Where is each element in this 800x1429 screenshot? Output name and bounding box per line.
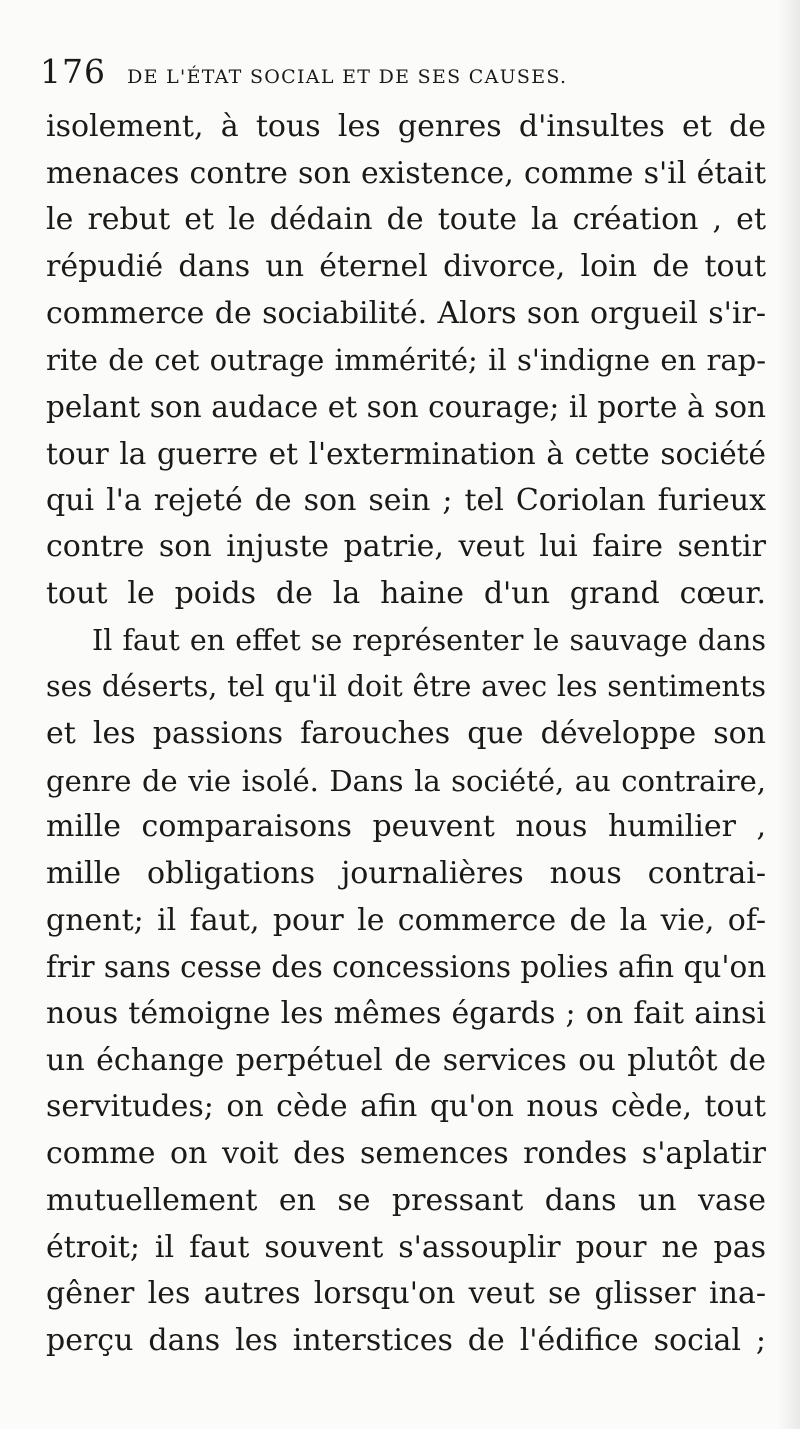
text-line: frir sans cesse des concessions polies afin qu'on <box>46 950 767 985</box>
text-line: gêner les autres lorsqu'on veut se glisser ina- <box>46 1276 766 1312</box>
text-line: contre son injuste patrie, veut lui faire sentir <box>46 529 766 565</box>
running-head <box>40 52 760 92</box>
text-line: tour la guerre et l'extermination à cette société <box>46 436 766 471</box>
text-line: un échange perpétuel de services ou plutôt de <box>46 1042 766 1078</box>
text-line: pelant son audace et son courage; il porte à son <box>46 390 766 425</box>
text-line: menaces contre son existence, comme s'il était <box>46 155 766 191</box>
text-line: mutuellement en se pressant dans un vase <box>46 1182 766 1218</box>
text-line: qui l'a rejeté de son sein ; tel Coriolan furieux <box>46 482 766 518</box>
body-text <box>46 104 766 1365</box>
text-line: perçu dans les interstices de l'édifice social ; <box>46 1322 766 1358</box>
text-line: comme on voit des semences rondes s'aplatir <box>46 1136 766 1172</box>
text-line: et les passions farouches que développe son <box>46 715 766 751</box>
text-line: étroit; il faut souvent s'assouplir pour ne pas <box>46 1229 766 1265</box>
text-line: nous témoigne les mêmes égards ; on fait ainsi <box>46 996 766 1032</box>
text-line: genre de vie isolé. Dans la société, au contraire, <box>46 763 766 798</box>
text-line: tout le poids de la haine d'un grand cœur. <box>46 575 766 611</box>
paragraph-first-line: Il faut en effet se représenter le sauvage dans <box>92 623 766 657</box>
text-line: ses déserts, tel qu'il doit être avec les sentiments <box>46 670 766 704</box>
text-line: servitudes; on cède afin qu'on nous cède, tout <box>46 1089 766 1125</box>
text-line: le rebut et le dédain de toute la création , et <box>46 202 766 238</box>
text-line: répudié dans un éternel divorce, loin de tout <box>46 249 766 285</box>
text-line: commerce de sociabilité. Alors son orgueil s'ir- <box>46 295 766 331</box>
page-number: 176 <box>40 52 106 91</box>
text-line: isolement, à tous les genres d'insultes et de <box>46 109 766 144</box>
running-head-title: DE L'ÉTAT SOCIAL ET DE SES CAUSES. <box>127 66 568 88</box>
page-edge-shadow <box>778 0 800 1429</box>
text-line: rite de cet outrage immérité; il s'indigne en rap- <box>46 343 766 378</box>
text-line: mille obligations journalières nous contrai- <box>46 856 766 891</box>
text-line: gnent; il faut, pour le commerce de la vie, of- <box>46 902 766 938</box>
text-line: mille comparaisons peuvent nous humilier , <box>46 809 766 845</box>
